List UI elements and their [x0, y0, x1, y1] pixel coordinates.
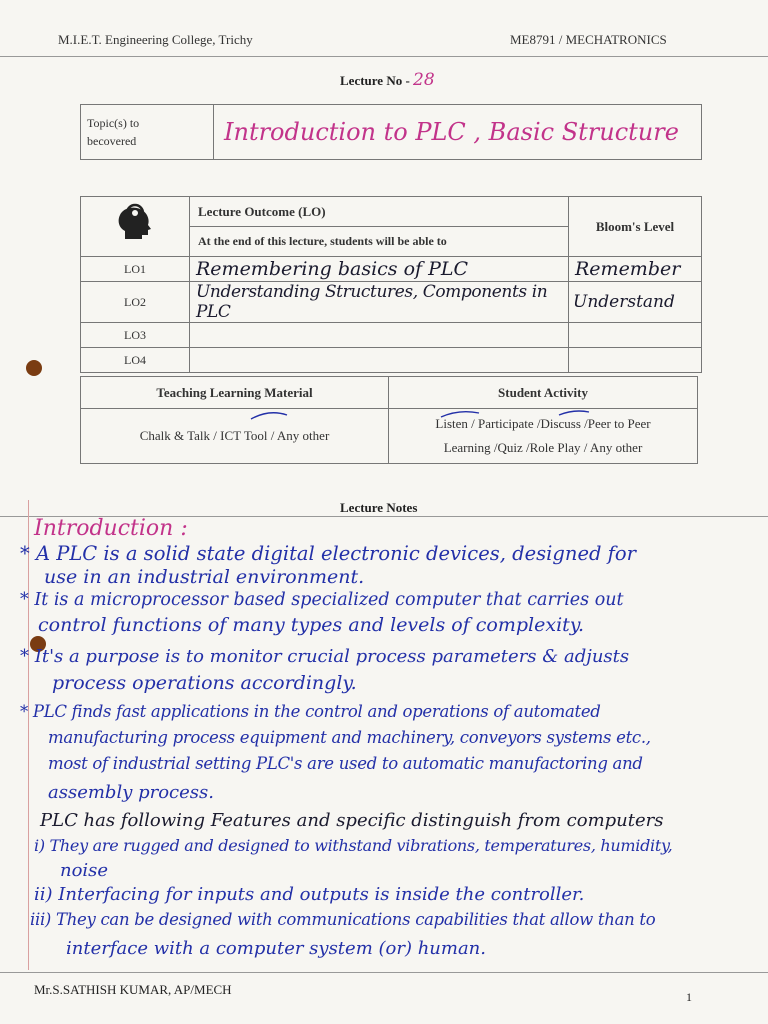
outcome-subtitle: At the end of this lecture, students will be able to — [190, 227, 569, 257]
topic-value: Introduction to PLC , Basic Structure — [224, 118, 679, 146]
margin-line — [28, 500, 29, 970]
note-line: noise — [60, 860, 109, 881]
lo-text — [190, 348, 569, 373]
teaching-value: Chalk & Talk / ICT Tool / Any other — [139, 428, 330, 443]
note-line: * It's a purpose is to monitor crucial process parameters & adjusts — [20, 646, 630, 667]
lo-id: LO3 — [81, 323, 190, 348]
note-line: ii) Interfacing for inputs and outputs is inside the controller. — [34, 884, 585, 905]
activity-line-1: Listen / Participate /Discuss /Peer to Peer — [435, 416, 651, 431]
activity-value-cell — [389, 409, 698, 464]
note-line: control functions of many types and levels of complexity. — [38, 614, 585, 636]
lecture-label: Lecture No - — [340, 73, 410, 88]
outcome-row — [81, 257, 702, 282]
topic-value-cell — [214, 105, 702, 160]
topic-label-2: becovered — [87, 134, 137, 148]
course-code: ME8791 / MECHATRONICS — [510, 32, 667, 47]
teaching-value-cell — [81, 409, 389, 464]
topic-label-1: Topic(s) to — [87, 116, 140, 130]
outcome-icon-cell — [81, 197, 190, 257]
tick-mark — [249, 411, 289, 423]
outcome-row — [81, 282, 702, 323]
notes-heading: Lecture Notes — [340, 500, 418, 515]
lo-level — [569, 323, 702, 348]
note-line: assembly process. — [48, 782, 214, 803]
note-line: * PLC finds fast applications in the control and operations of automated — [20, 702, 601, 721]
header-divider — [0, 56, 768, 57]
note-line: use in an industrial environment. — [44, 566, 365, 588]
outcome-table — [80, 196, 702, 373]
outcome-title: Lecture Outcome (LO) — [190, 197, 569, 227]
lo-text — [190, 323, 569, 348]
activity-line-2: Learning /Quiz /Role Play / Any other — [443, 440, 643, 455]
outcome-row — [81, 348, 702, 373]
lo-id: LO4 — [81, 348, 190, 373]
lo-text: Understanding Structures, Components in PLC — [196, 282, 548, 322]
topic-label-cell — [81, 105, 214, 160]
binder-hole — [26, 360, 42, 376]
note-line: manufacturing process equipment and machinery, conveyors systems etc., — [48, 728, 651, 747]
lecture-number: 28 — [413, 70, 435, 90]
note-line: * A PLC is a solid state digital electronic devices, designed for — [20, 542, 636, 565]
blooms-header: Bloom's Level — [569, 197, 702, 257]
head-brain-icon — [111, 201, 159, 249]
lo-id: LO2 — [81, 282, 190, 323]
note-line: * It is a microprocessor based specialized computer that carries out — [20, 590, 624, 610]
note-line: process operations accordingly. — [52, 672, 357, 694]
outcome-row — [81, 323, 702, 348]
lo-id: LO1 — [81, 257, 190, 282]
activity-header: Student Activity — [389, 377, 698, 409]
lo-text: Remembering basics of PLC — [196, 258, 469, 280]
lo-level — [569, 348, 702, 373]
lecture-number-row — [340, 70, 435, 90]
note-line: i) They are rugged and designed to withstand vibrations, temperatures, humidity, — [34, 836, 673, 855]
tick-mark — [439, 409, 599, 419]
page-number: 1 — [686, 990, 692, 1004]
lo-level: Remember — [575, 258, 681, 280]
teaching-header: Teaching Learning Material — [81, 377, 389, 409]
note-line: iii) They can be designed with communications capabilities that allow than to — [30, 910, 656, 929]
note-line: interface with a computer system (or) human. — [66, 938, 486, 959]
footer-divider — [0, 972, 768, 973]
topic-table — [80, 104, 702, 160]
notes-title: Introduction : — [34, 516, 188, 541]
lo-level: Understand — [573, 292, 675, 312]
note-line: most of industrial setting PLC's are used to automatic manufactoring and — [48, 754, 643, 773]
note-line: PLC has following Features and specific distinguish from computers — [40, 810, 664, 831]
college-name: M.I.E.T. Engineering College, Trichy — [58, 32, 253, 47]
activity-table — [80, 376, 698, 464]
footer-author: Mr.S.SATHISH KUMAR, AP/MECH — [34, 982, 232, 997]
